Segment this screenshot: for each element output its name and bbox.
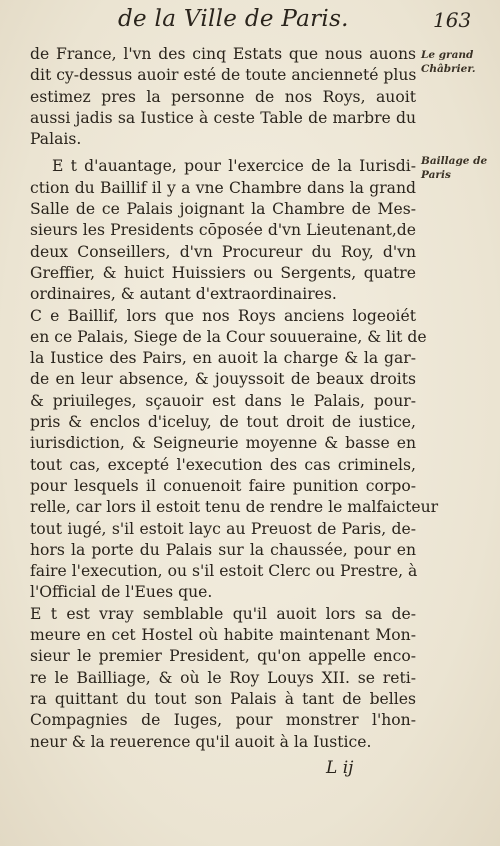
signature-mark: L ij	[326, 758, 354, 778]
text-line: Salle de ce Palais joignant la Chambre de Mes-	[30, 200, 416, 219]
text-line: la Iustice des Pairs, en auoit la charge & la gar-	[30, 349, 416, 368]
text-line: hors la porte du Palais sur la chaussée, pour en	[30, 540, 416, 559]
text-line: de en leur absence, & jouyssoit de beaux droits	[30, 370, 416, 389]
text-line: E t est vray semblable qu'il auoit lors sa de-	[30, 604, 416, 623]
paragraph-2	[30, 156, 416, 305]
page-header	[0, 4, 500, 40]
text-line: ordinaires, & autant d'extraordinaires.	[30, 285, 337, 304]
text-line: de France, l'vn des cinq Estats que nous auons	[30, 45, 416, 63]
text-line: tout iugé, s'il estoit layc au Preuost de Paris, de-	[30, 519, 416, 538]
margin-note-baillage: Baillage de Paris	[421, 155, 488, 181]
paragraph-4	[30, 604, 416, 753]
text-line: pris & enclos d'iceluy, de tout droit de iustice,	[30, 413, 416, 432]
text-line: deux Conseillers, d'vn Procureur du Roy, d'vn	[30, 242, 416, 261]
text-line: E t d'auantage, pour l'exercice de la Iurisdi-	[52, 157, 416, 176]
text-line: dit cy-dessus auoir esté de toute ancienneté plus	[30, 66, 417, 85]
running-title: de la Ville de Paris.	[118, 6, 349, 32]
paragraph-3	[30, 306, 439, 604]
text-line: C e Baillif, lors que nos Roys anciens logeoiét	[30, 306, 416, 325]
paragraph-1	[30, 44, 416, 150]
text-line: Palais.	[30, 130, 82, 149]
text-line: iurisdiction, & Seigneurie moyenne & basse en	[30, 434, 416, 453]
text-line: aussi jadis sa Iustice à ceste Table de marbre du	[30, 108, 416, 127]
text-line: en ce Palais, Siege de la Cour souueraine, & lit de	[30, 327, 427, 346]
text-line: faire l'execution, ou s'il estoit Clerc ou Prestre, à	[30, 562, 418, 581]
body-text	[30, 44, 439, 753]
text-line: Compagnies de Iuges, pour monstrer l'hon-	[30, 711, 416, 730]
text-line: sieurs les Presidents cōposée d'vn Lieutenant,de	[30, 221, 416, 240]
text-line: ra quittant du tout son Palais à tant de belles	[30, 689, 416, 708]
text-line: re le Bailliage, & où le Roy Louys XII. se reti-	[30, 668, 416, 687]
text-line: sieur le premier President, qu'on appelle enco-	[30, 647, 416, 666]
text-line: tout cas, excepté l'execution des cas criminels,	[30, 455, 416, 474]
text-line: Greffier, & huict Huissiers ou Sergents, quatre	[30, 263, 416, 282]
text-line: pour lesquels il conuenoit faire punition corpo-	[30, 476, 416, 495]
text-line: ction du Baillif il y a vne Chambre dans la grand	[30, 178, 416, 197]
text-line: meure en cet Hostel où habite maintenant Mon-	[30, 626, 416, 645]
text-line: l'Official de l'Eues que.	[30, 583, 213, 602]
text-line: & priuileges, sçauoir est dans le Palais, pour-	[30, 391, 416, 410]
text-line: neur & la reuerence qu'il auoit à la Iustice.	[30, 732, 372, 751]
text-line: relle, car lors il estoit tenu de rendre le malfaicteur	[30, 498, 439, 517]
text-line: estimez pres la personne de nos Roys, auoit	[30, 87, 416, 106]
margin-note-grand-chambrier: Le grand Châbrier.	[421, 49, 476, 75]
page-number: 163	[433, 8, 472, 32]
